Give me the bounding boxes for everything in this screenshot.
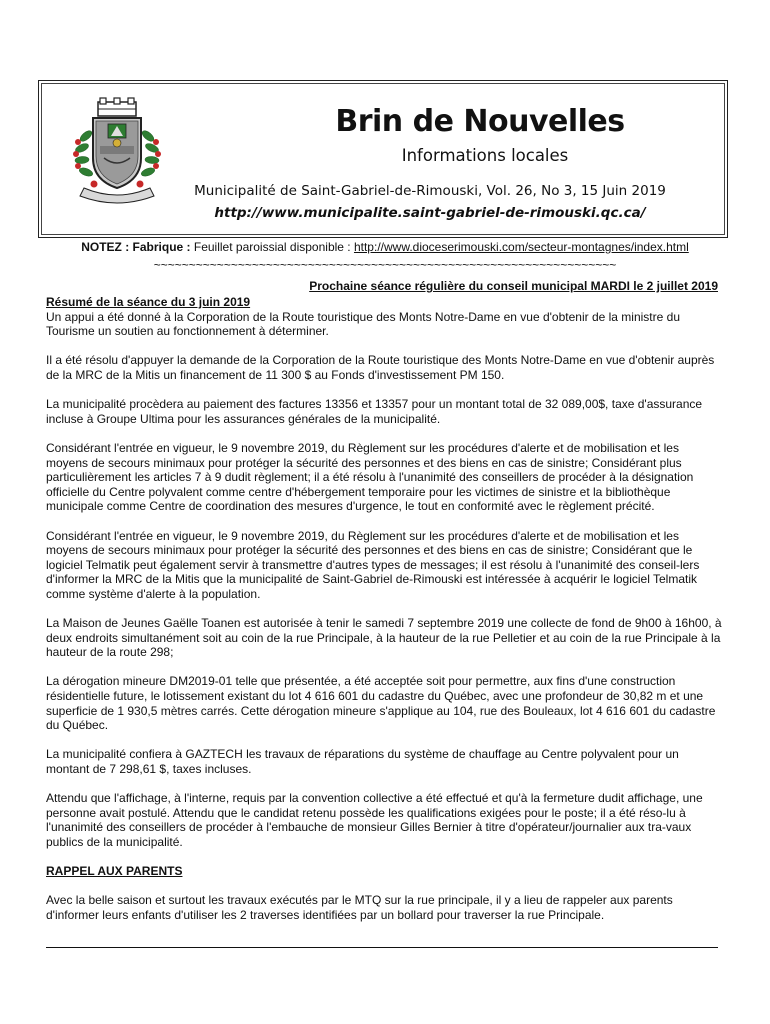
notice-text: Feuillet paroissial disponible : [190,240,354,254]
summary-paragraph: La municipalité confiera à GAZTECH les travaux de réparations du système de chauffage au Centre polyvalent pour un montant de 7 298,61 $, taxes incluses. [46,747,679,776]
issue-info: Municipalité de Saint-Gabriel-de-Rimouski, Vol. 26, No 3, 15 Juin 2019 [194,183,666,199]
website-link[interactable]: http://www.municipalite.saint-gabriel-de-rimouski.qc.ca/ [214,205,646,221]
diocese-link[interactable]: http://www.dioceserimouski.com/secteur-montagnes/index.html [353,240,689,254]
summary-paragraph: La Maison de Jeunes Gaëlle Toanen est autorisée à tenir le samedi 7 septembre 2019 une collecte de fond de 9h00 à 16h00, à deux endroits simultanément soit au coin de la rue Principale, à la hauteur de la rue Pelletier et au coin de la rue Principale à la hauteur de la route 298; [46,616,722,660]
summary-paragraph: Il a été résolu d'appuyer la demande de la Corporation de la Route touristique des Monts Notre-Dame en vue d'obtenir auprès de la MRC de la Mitis un financement de 11 300 $ au Fonds d'investissement PM 150. [46,353,715,382]
parents-heading: RAPPEL AUX PARENTS [46,864,183,879]
summary-paragraph: La municipalité procèdera au paiement des factures 13356 et 13357 pour un montant total de 32 089,00$, taxe d'assurance incluse à Groupe Ultima pour les assurances générales de la municipalité. [46,397,703,426]
summary-paragraph: Considérant l'entrée en vigueur, le 9 novembre 2019, du Règlement sur les procédures d'alerte et de mobilisation et les moyens de secours minimaux pour protéger la sécurité des personnes et des biens en cas de sinistre; Considérant que le logiciel Telmatik peut également servir à transmettre d'autres types de messages; il est résolu à l'unanimité des conseil-lers d'informer la MRC de la Mitis que la municipalité de Saint-Gabriel de-Rimouski est intéressée à acquérir le logiciel Telmatik comme système d'alerte à la population. [46,528,700,601]
newsletter-title: Brin de Nouvelles [335,104,625,139]
main-content [46,295,722,937]
summary-paragraph: La dérogation mineure DM2019-01 telle que présentée, a été acceptée soit pour permettre, aux fins d'une construction résidentielle future, le lotissement existant du lot 4 616 601 du cadastre du Québec, avec une profondeur de 30,82 m et une superficie de 1 930,5 mètres carrés. Cette dérogation mineure s'applique au 104, rue des Bouleaux, lot 4 616 601 du cadastre du Québec. [46,674,716,733]
tilde-separator: ~~~~~~~~~~~~~~~~~~~~~~~~~~~~~~~~~~~~~~~~~~~~~~~~~~~~~~~~~~~~~~~~~~ [153,258,617,272]
summary-paragraph: Attendu que l'affichage, à l'interne, requis par la convention collective a été effectué et qu'à la fermeture dudit affichage, une personne avait postulé. Attendu que le candidat retenu possède les qualifications exigées pour le poste; il a été réso-lu à l'unanimité des conseillers de procéder à l'embauche de monsieur Gilles Bernier à titre d'opérateur/journalier aux tra-vaux publics de la municipalité. [46,791,703,849]
summary-heading: Résumé de la séance du 3 juin 2019 [46,295,251,309]
website-line [120,205,740,221]
notice-label: NOTEZ : Fabrique : [81,240,191,254]
bottom-divider [46,947,718,948]
summary-paragraph: Un appui a été donné à la Corporation de la Route touristique des Monts Notre-Dame en vue d'obtenir de la ministre du Tourisme un soutien au fonctionnement à déterminer. [46,309,680,339]
fabrique-notice [40,240,730,254]
next-session-notice: Prochaine séance régulière du conseil municipal MARDI le 2 juillet 2019 [309,279,718,293]
parents-paragraph: Avec la belle saison et surtout les travaux exécutés par le MTQ sur la rue principale, il y a lieu de rappeler aux parents d'informer leurs enfants d'utiliser les 2 traverses identifiées par un bollard pour traverser la rue Principale. [46,893,673,922]
newsletter-subtitle: Informations locales [401,146,569,165]
summary-paragraph: Considérant l'entrée en vigueur, le 9 novembre 2019, du Règlement sur les procédures d'alerte et de mobilisation et les moyens de secours minimaux pour protéger la sécurité des personnes et des biens en cas de sinistre; Considérant plus particulièrement les articles 7 à 9 dudit règlement; il a été résolu à l'unanimité des conseillers de procéder à la désignation officielle du Centre polyvalent comme centre d'hébergement temporaire pour les victimes de sinistre et la bibliothèque municipale comme Centre de coordination des mesures d'urgence, le tout en conformité avec le règlement précité. [46,440,694,514]
